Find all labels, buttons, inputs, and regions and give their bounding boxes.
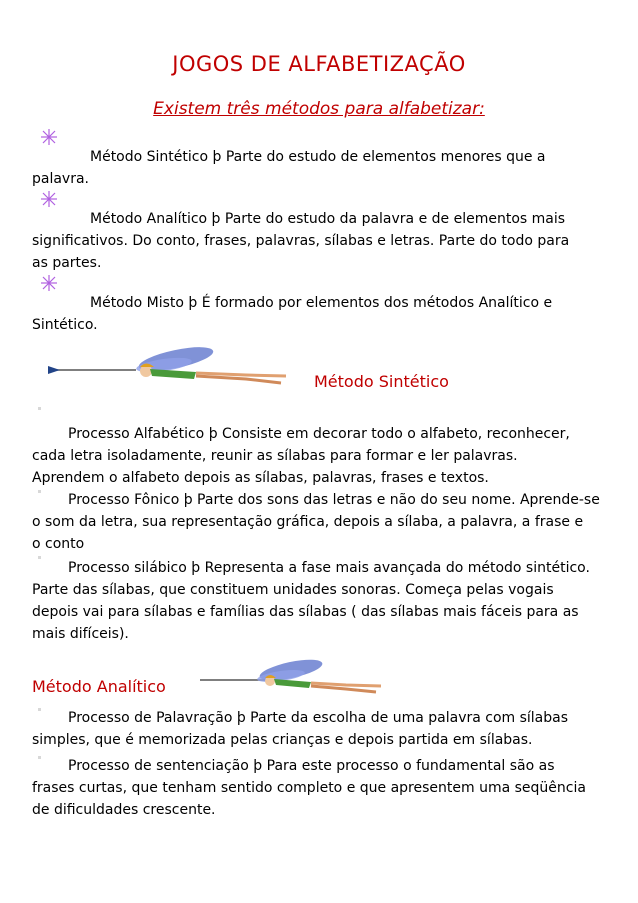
method-line: palavra. xyxy=(32,171,90,187)
process-line: Processo Fônico þ Parte dos sons das letras e não do seu nome. Aprende-se xyxy=(68,492,600,508)
flying-fairy-icon xyxy=(46,345,291,393)
page-title: JOGOS DE ALFABETIZAÇÃO xyxy=(172,52,466,76)
sparkle-star-icon xyxy=(40,274,58,292)
method-line: Sintético. xyxy=(32,317,98,333)
method-line: Método Misto þ É formado por elementos dos métodos Analítico e xyxy=(90,295,553,311)
process-line: de dificuldades crescente. xyxy=(32,802,216,818)
page-subtitle: Existem três métodos para alfabetizar: xyxy=(153,99,485,119)
process-line: mais difíceis). xyxy=(32,626,129,642)
process-fonico-paragraph xyxy=(32,489,612,555)
process-line: o som da letra, sua representação gráfica, depois a sílaba, a palavra, a frase e xyxy=(32,514,584,530)
process-palavracao-paragraph xyxy=(32,707,612,751)
process-line: cada letra isoladamente, reunir as sílabas para formar e ler palavras. xyxy=(32,448,518,464)
method-analitico-paragraph xyxy=(32,208,612,274)
bullet-marker xyxy=(38,407,41,410)
flying-fairy-icon xyxy=(196,658,386,702)
method-sintetico-paragraph xyxy=(32,146,612,190)
process-line: Processo de Palavração þ Parte da escolha de uma palavra com sílabas xyxy=(68,710,569,726)
sparkle-star-icon xyxy=(40,128,58,146)
process-silabico-paragraph xyxy=(32,557,612,645)
section-heading-sintetico: Método Sintético xyxy=(314,372,449,391)
process-line: Processo de sentenciação þ Para este processo o fundamental são as xyxy=(68,758,555,774)
method-line: significativos. Do conto, frases, palavras, sílabas e letras. Parte do todo para xyxy=(32,233,570,249)
process-line: Processo silábico þ Representa a fase mais avançada do método sintético. xyxy=(68,560,590,576)
process-alfabetico-paragraph xyxy=(32,423,612,489)
method-line: as partes. xyxy=(32,255,102,271)
process-sentenciacao-paragraph xyxy=(32,755,612,821)
method-misto-paragraph xyxy=(32,292,612,336)
process-line: Parte das sílabas, que constituem unidades sonoras. Começa pelas vogais xyxy=(32,582,554,598)
process-line: frases curtas, que tenham sentido completo e que apresentem uma seqüência xyxy=(32,780,586,796)
process-line: depois vai para sílabas e famílias das sílabas ( das sílabas mais fáceis para as xyxy=(32,604,579,620)
section-heading-analitico: Método Analítico xyxy=(32,677,166,696)
process-line: o conto xyxy=(32,536,85,552)
method-line: Método Sintético þ Parte do estudo de elementos menores que a xyxy=(90,149,546,165)
sparkle-star-icon xyxy=(40,190,58,208)
process-line: simples, que é memorizada pelas crianças e depois partida em sílabas. xyxy=(32,732,533,748)
method-line: Método Analítico þ Parte do estudo da palavra e de elementos mais xyxy=(90,211,566,227)
process-line: Processo Alfabético þ Consiste em decorar todo o alfabeto, reconhecer, xyxy=(68,426,570,442)
process-line: Aprendem o alfabeto depois as sílabas, palavras, frases e textos. xyxy=(32,470,489,486)
